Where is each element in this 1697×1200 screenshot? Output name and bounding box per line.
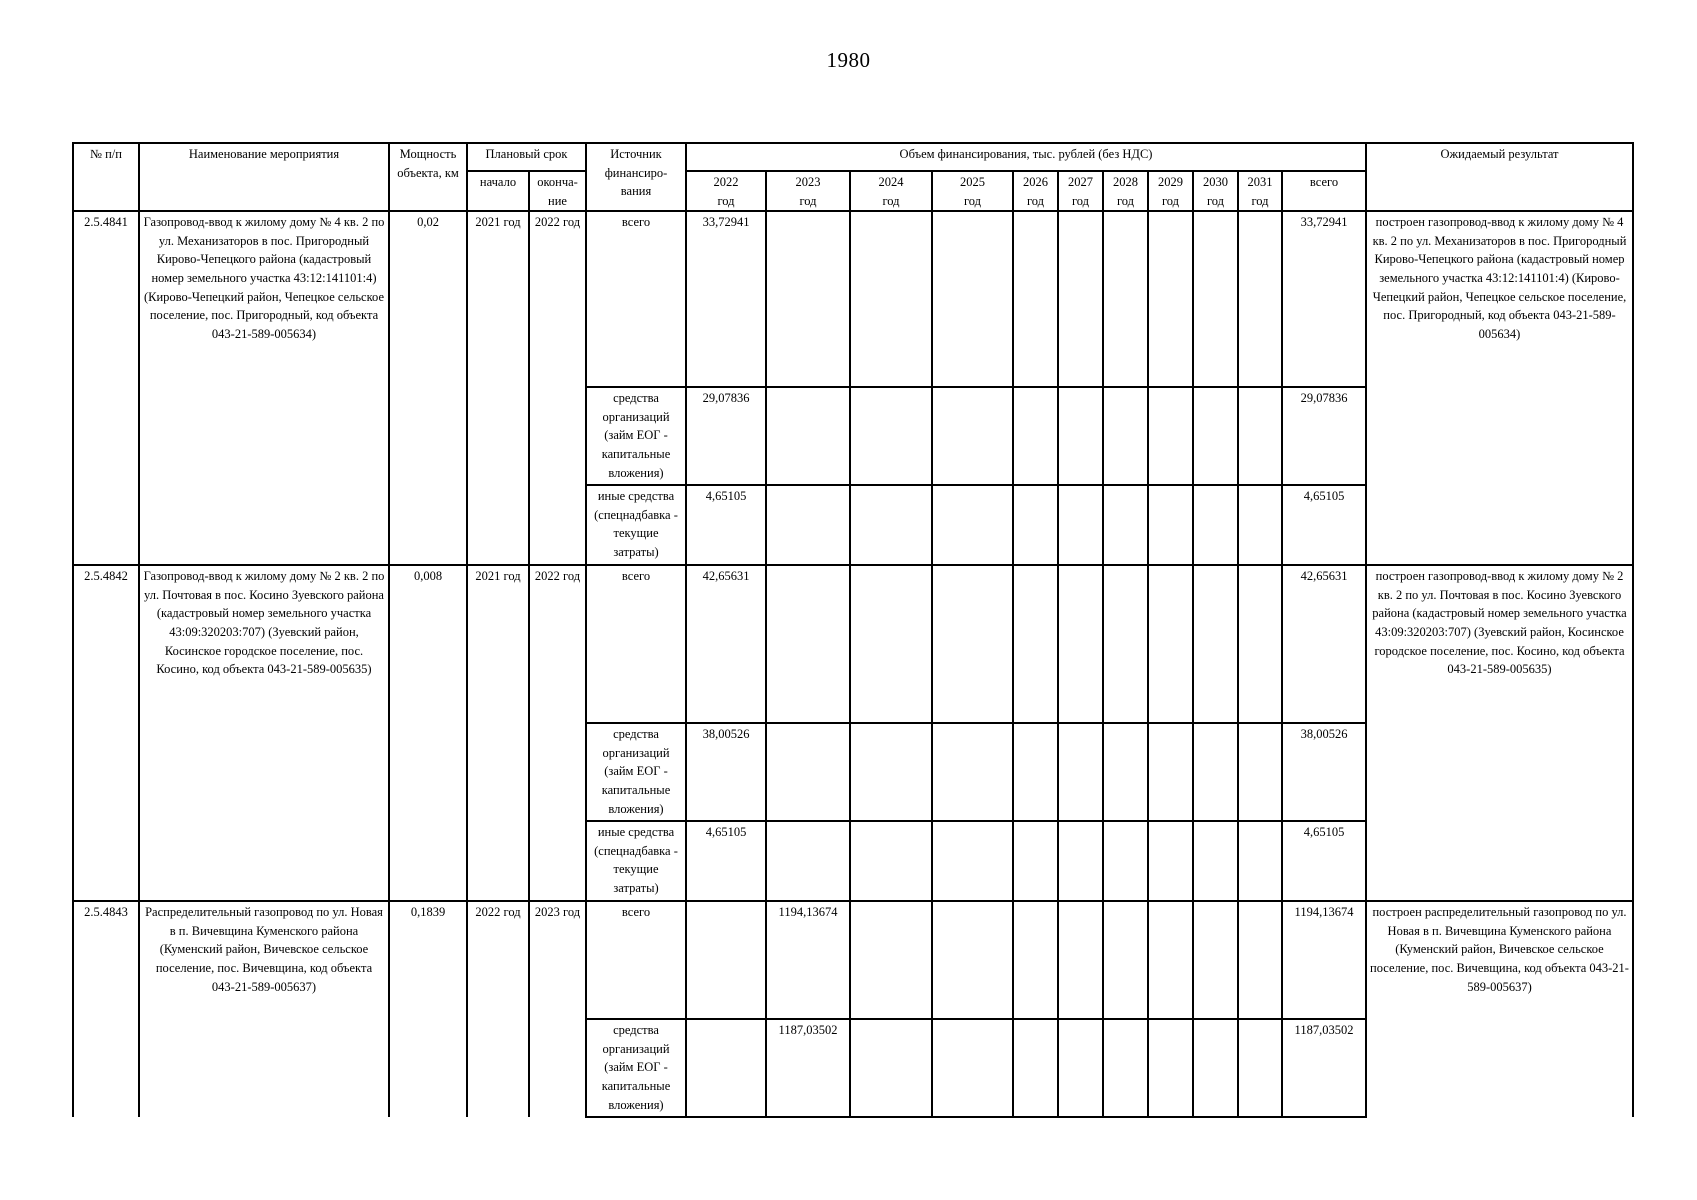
year-unit: год	[882, 193, 900, 208]
header-year	[1058, 171, 1103, 211]
value-cell	[1058, 723, 1103, 821]
item-result: построен газопровод-ввод к жилому дому № 4 кв. 2 по ул. Механизаторов в пос. Пригородный Кирово-Чепецкого района (кадастровый номер земельного участка 43:12:141101:4) (Кирово-Чепецкий район, Чепецкое сельское поселение, пос. Пригородный, код объекта 043-21-589-005634)	[1366, 211, 1633, 565]
value-total: 1187,03502	[1282, 1019, 1366, 1117]
item-end: 2023 год	[529, 901, 586, 1117]
value-cell	[1193, 1019, 1238, 1117]
value-cell	[1013, 723, 1058, 821]
financing-table	[72, 142, 1634, 1118]
item-start: 2021 год	[467, 211, 529, 565]
header-year	[850, 171, 932, 211]
source-cell: иные средства (спецнадбавка - текущие затраты)	[586, 821, 686, 901]
header-year	[1238, 171, 1282, 211]
header-year	[766, 171, 850, 211]
value-cell	[1013, 485, 1058, 565]
value-cell	[1148, 211, 1193, 387]
table-row	[73, 211, 1633, 387]
year-unit: год	[1026, 193, 1045, 208]
value-cell	[1103, 1019, 1148, 1117]
value-2022: 4,65105	[686, 485, 766, 565]
year-label: 2022	[713, 175, 739, 189]
value-cell	[1193, 565, 1238, 723]
value-cell	[1058, 485, 1103, 565]
value-cell	[1193, 723, 1238, 821]
year-label: 2031	[1247, 175, 1273, 189]
value-2023: 1194,13674	[766, 901, 850, 1019]
value-2023	[766, 821, 850, 901]
value-cell	[850, 821, 932, 901]
item-capacity: 0,1839	[389, 901, 467, 1117]
value-2023	[766, 211, 850, 387]
year-label: 2029	[1158, 175, 1183, 189]
value-2023	[766, 723, 850, 821]
value-cell	[1238, 485, 1282, 565]
value-cell	[850, 723, 932, 821]
value-cell	[1013, 211, 1058, 387]
value-cell	[932, 901, 1013, 1019]
year-unit: год	[1116, 193, 1135, 208]
value-2023	[766, 485, 850, 565]
year-label: 2025	[960, 175, 985, 189]
header-year	[686, 171, 766, 211]
value-cell	[932, 211, 1013, 387]
source-cell: иные средства (спецнадбавка - текущие затраты)	[586, 485, 686, 565]
value-cell	[932, 723, 1013, 821]
header-year	[932, 171, 1013, 211]
value-2022	[686, 901, 766, 1019]
value-cell	[1103, 901, 1148, 1019]
value-cell	[1013, 901, 1058, 1019]
page-number: 1980	[826, 48, 871, 72]
value-2022	[686, 1019, 766, 1117]
value-cell	[932, 821, 1013, 901]
item-capacity: 0,02	[389, 211, 467, 565]
source-cell: всего	[586, 901, 686, 1019]
value-cell	[1238, 723, 1282, 821]
value-2023	[766, 565, 850, 723]
header-result: Ожидаемый результат	[1366, 143, 1633, 211]
value-2022: 38,00526	[686, 723, 766, 821]
value-2022: 42,65631	[686, 565, 766, 723]
value-2022: 29,07836	[686, 387, 766, 485]
header-term: Плановый срок	[467, 143, 586, 171]
value-cell	[1238, 821, 1282, 901]
value-total: 4,65105	[1282, 485, 1366, 565]
value-2022: 33,72941	[686, 211, 766, 387]
value-cell	[1238, 211, 1282, 387]
year-label: 2030	[1203, 175, 1228, 189]
header-source: Источник финансиро-вания	[586, 143, 686, 211]
header-year	[1103, 171, 1148, 211]
value-cell	[1058, 821, 1103, 901]
value-total: 38,00526	[1282, 723, 1366, 821]
item-result: построен газопровод-ввод к жилому дому № 2 кв. 2 по ул. Почтовая в пос. Косино Зуевского района (кадастровый номер земельного участка 43:09:320203:707) (Зуевский район, Косинское городское поселение, пос. Косино, код объекта 043-21-589-005635)	[1366, 565, 1633, 901]
value-cell	[1103, 387, 1148, 485]
item-num: 2.5.4843	[73, 901, 139, 1117]
source-cell: средства организаций (займ ЕОГ - капитальные вложения)	[586, 1019, 686, 1117]
item-end: 2022 год	[529, 565, 586, 901]
value-cell	[1058, 1019, 1103, 1117]
header-end: оконча-ние	[529, 171, 586, 211]
value-cell	[1193, 821, 1238, 901]
year-unit: год	[717, 193, 735, 208]
source-cell: всего	[586, 211, 686, 387]
header-funding: Объем финансирования, тыс. рублей (без НДС)	[686, 143, 1366, 171]
value-cell	[1193, 485, 1238, 565]
value-total: 4,65105	[1282, 821, 1366, 901]
value-total: 42,65631	[1282, 565, 1366, 723]
header-year	[1013, 171, 1058, 211]
item-start: 2021 год	[467, 565, 529, 901]
value-cell	[932, 485, 1013, 565]
item-name: Газопровод-ввод к жилому дому № 4 кв. 2 по ул. Механизаторов в пос. Пригородный Кирово-Чепецкого района (кадастровый номер земельного участка 43:12:141101:4) (Кирово-Чепецкий район, Чепецкое сельское поселение, пос. Пригородный, код объекта 043-21-589-005634)	[139, 211, 389, 565]
value-cell	[1148, 821, 1193, 901]
value-cell	[1013, 1019, 1058, 1117]
year-unit: год	[799, 193, 817, 208]
table-row	[73, 901, 1633, 1019]
header-total: всего	[1282, 171, 1366, 211]
year-unit: год	[963, 193, 982, 208]
header-capacity: Мощность объекта, км	[389, 143, 467, 211]
value-cell	[850, 387, 932, 485]
value-cell	[1103, 565, 1148, 723]
value-2022: 4,65105	[686, 821, 766, 901]
value-total: 1194,13674	[1282, 901, 1366, 1019]
value-cell	[1238, 565, 1282, 723]
item-name: Газопровод-ввод к жилому дому № 2 кв. 2 по ул. Почтовая в пос. Косино Зуевского района (кадастровый номер земельного участка 43:09:320203:707) (Зуевский район, Косинское городское поселение, пос. Косино, код объекта 043-21-589-005635)	[139, 565, 389, 901]
header-year	[1193, 171, 1238, 211]
year-unit: год	[1251, 193, 1269, 208]
item-num: 2.5.4842	[73, 565, 139, 901]
value-cell	[1058, 387, 1103, 485]
value-cell	[1193, 211, 1238, 387]
source-cell: всего	[586, 565, 686, 723]
header-num: № п/п	[73, 143, 139, 211]
value-2023: 1187,03502	[766, 1019, 850, 1117]
header-start: начало	[467, 171, 529, 211]
value-cell	[1058, 901, 1103, 1019]
value-cell	[1013, 821, 1058, 901]
source-cell: средства организаций (займ ЕОГ - капитальные вложения)	[586, 723, 686, 821]
year-unit: год	[1206, 193, 1225, 208]
year-label: 2026	[1023, 175, 1048, 189]
value-cell	[1238, 901, 1282, 1019]
table-row	[73, 565, 1633, 723]
value-cell	[850, 565, 932, 723]
value-cell	[850, 485, 932, 565]
year-unit: год	[1071, 193, 1090, 208]
year-label: 2028	[1113, 175, 1138, 189]
value-cell	[1148, 901, 1193, 1019]
value-cell	[1193, 901, 1238, 1019]
item-num: 2.5.4841	[73, 211, 139, 565]
value-cell	[1058, 211, 1103, 387]
year-label: 2023	[795, 175, 821, 189]
value-total: 29,07836	[1282, 387, 1366, 485]
value-cell	[932, 1019, 1013, 1117]
value-total: 33,72941	[1282, 211, 1366, 387]
value-cell	[1148, 723, 1193, 821]
value-cell	[1103, 723, 1148, 821]
value-cell	[1148, 565, 1193, 723]
header-name: Наименование мероприятия	[139, 143, 389, 211]
header-year	[1148, 171, 1193, 211]
value-cell	[1013, 387, 1058, 485]
value-cell	[1238, 1019, 1282, 1117]
value-cell	[1148, 1019, 1193, 1117]
value-cell	[1193, 387, 1238, 485]
value-cell	[1058, 565, 1103, 723]
item-name: Распределительный газопровод по ул. Новая в п. Вичевщина Куменского района (Куменский район, Вичевское сельское поселение, пос. Вичевщина, код объекта 043-21-589-005637)	[139, 901, 389, 1117]
value-cell	[1103, 211, 1148, 387]
value-cell	[850, 901, 932, 1019]
item-start: 2022 год	[467, 901, 529, 1117]
value-cell	[850, 211, 932, 387]
value-cell	[1103, 485, 1148, 565]
source-cell: средства организаций (займ ЕОГ - капитальные вложения)	[586, 387, 686, 485]
year-label: 2024	[878, 175, 904, 189]
value-cell	[1238, 387, 1282, 485]
year-label: 2027	[1068, 175, 1093, 189]
year-unit: год	[1161, 193, 1180, 208]
value-cell	[850, 1019, 932, 1117]
value-cell	[932, 387, 1013, 485]
value-cell	[1148, 485, 1193, 565]
value-cell	[932, 565, 1013, 723]
header-row-1	[73, 143, 1633, 171]
item-result: построен распределительный газопровод по ул. Новая в п. Вичевщина Куменского района (Куменский район, Вичевское сельское поселение, пос. Вичевщина, код объекта 043-21-589-005637)	[1366, 901, 1633, 1117]
item-capacity: 0,008	[389, 565, 467, 901]
value-2023	[766, 387, 850, 485]
value-cell	[1148, 387, 1193, 485]
value-cell	[1013, 565, 1058, 723]
item-end: 2022 год	[529, 211, 586, 565]
value-cell	[1103, 821, 1148, 901]
